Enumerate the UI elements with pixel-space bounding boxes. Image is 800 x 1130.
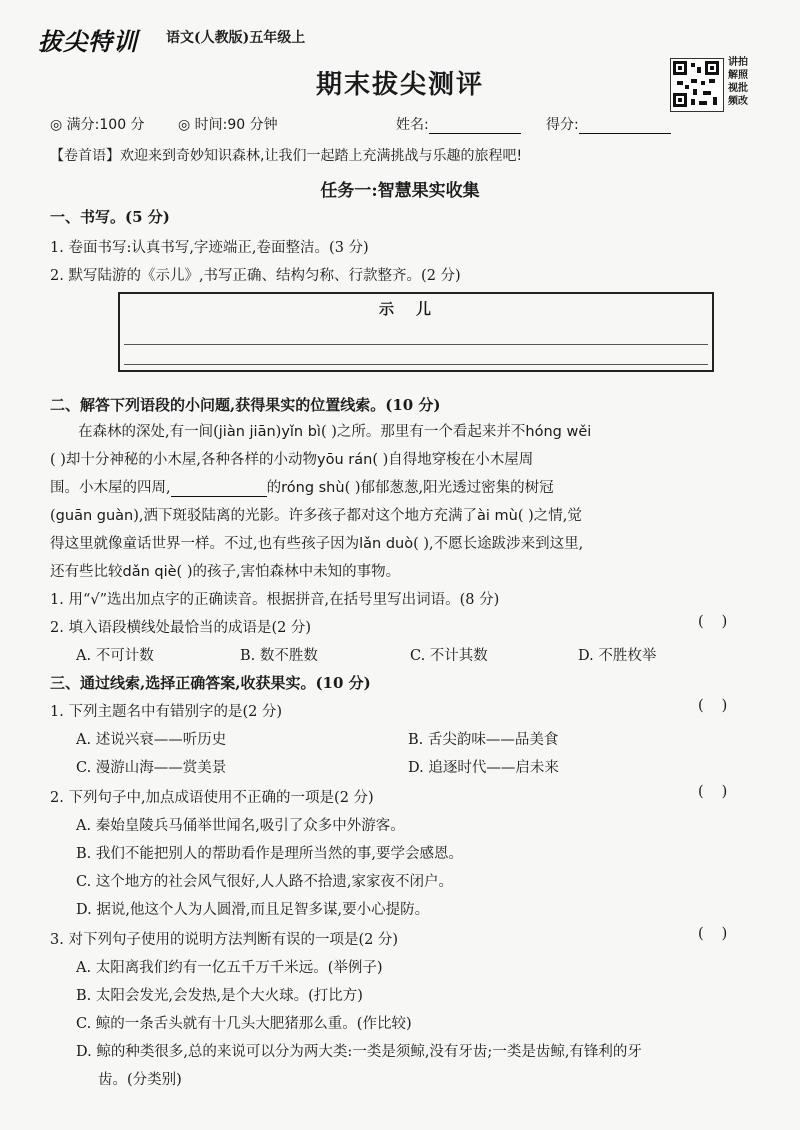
subject-label: 语文(人教版)五年级上 [166,30,306,46]
name-field[interactable] [396,114,521,134]
option[interactable]: B. 数不胜数 [240,648,318,664]
poem-title: 示儿 [378,300,453,318]
passage-line-6: 还有些比较dǎn qiè( )的孩子,害怕森林中未知的事物。 [50,564,401,580]
section3-q2: 2. 下列句子中,加点成语使用不正确的一项是(2 分) [50,790,374,806]
score-field[interactable] [546,114,671,134]
option[interactable]: A. 秦始皇陵兵马俑举世闻名,吸引了众多中外游客。 [76,818,405,834]
passage-line-2: ( )却十分神秘的小木屋,各种各样的小动物yōu rán( )自得地穿梭在小木屋周 [50,452,534,468]
writing-line [124,364,708,365]
option[interactable]: C. 漫游山海——赏美景 [76,760,227,776]
brand-logo: 拔尖特训 [38,28,138,56]
task-title: 任务一:智慧果实收集 [320,181,480,201]
idiom-blank[interactable] [171,480,267,497]
option[interactable]: C. 这个地方的社会风气很好,人人路不拾遗,家家夜不闭户。 [76,874,454,890]
section3-heading: 三、通过线索,选择正确答案,收获果实。(10 分) [50,674,371,692]
section3-q1: 1. 下列主题名中有错别字的是(2 分) [50,704,283,720]
option[interactable]: D. 追逐时代——启未来 [408,760,559,776]
option[interactable]: B. 我们不能把别人的帮助看作是理所当然的事,要学会感恩。 [76,846,463,862]
passage-line-5: 得这里就像童话世界一样。不过,也有些孩子因为lǎn duò( ),不愿长途跋涉来到这里, [50,536,584,552]
option-continuation: 齿。(分类别) [98,1072,182,1088]
page-title: 期末拔尖测评 [315,70,484,100]
option[interactable]: A. 不可计数 [76,648,154,664]
full-score: ◎ 满分:100 分 [50,117,145,133]
section1-q1: 1. 卷面书写:认真书写,字迹端正,卷面整洁。(3 分) [50,240,369,256]
answer-paren[interactable]: () [698,926,746,942]
option[interactable]: B. 太阳会发光,会发热,是个大火球。(打比方) [76,988,363,1004]
section3-q3: 3. 对下列句子使用的说明方法判断有误的一项是(2 分) [50,932,399,948]
section1-q2: 2. 默写陆游的《示儿》,书写正确、结构匀称、行款整齐。(2 分) [50,268,461,284]
section2-q2: 2. 填入语段横线处最恰当的成语是(2 分) [50,620,312,636]
answer-paren[interactable]: () [698,614,746,630]
passage-line-4: (guān guàn),洒下斑驳陆离的光影。许多孩子都对这个地方充满了ài mù( )之情,觉 [50,508,582,524]
intro-text: 【卷首语】欢迎来到奇妙知识森林,让我们一起踏上充满挑战与乐趣的旅程吧! [50,148,523,164]
passage-line-1: 在森林的深处,有一间(jiàn jiān)yǐn bì( )之所。那里有一个看起来并不hóng wěi [78,424,592,440]
writing-line [124,344,708,345]
option[interactable]: D. 不胜枚举 [578,648,657,664]
time-limit: ◎ 时间:90 分钟 [178,117,278,133]
option[interactable]: B. 舌尖韵味——品美食 [408,732,559,748]
passage-line-3: 围。小木屋的四周, 的róng shù( )郁郁葱葱,阳光透过密集的树冠 [50,480,554,496]
name-blank[interactable] [429,117,521,134]
section2-q1: 1. 用“√”选出加点字的正确读音。根据拼音,在括号里写出词语。(8 分) [50,592,500,608]
section1-heading: 一、书写。(5 分) [50,208,170,226]
option[interactable]: D. 据说,他这个人为人圆滑,而且足智多谋,要小心提防。 [76,902,430,918]
section2-heading: 二、解答下列语段的小问题,获得果实的位置线索。(10 分) [50,396,441,414]
option[interactable]: A. 太阳离我们约有一亿五千万千米远。(举例子) [76,960,383,976]
answer-paren[interactable]: () [698,784,746,800]
score-blank[interactable] [579,117,671,134]
option[interactable]: C. 不计其数 [410,648,488,664]
option[interactable]: D. 鲸的种类很多,总的来说可以分为两大类:一类是须鲸,没有牙齿;一类是齿鲸,有锋利的牙 [76,1044,642,1060]
score-label: 得分: [546,117,579,133]
answer-paren[interactable]: () [698,698,746,714]
qr-caption: 讲拍解照视批频改 [728,57,748,107]
name-label: 姓名: [396,117,429,133]
option[interactable]: A. 述说兴衰——听历史 [76,732,227,748]
qr-code-icon[interactable] [670,58,724,112]
option[interactable]: C. 鲸的一条舌头就有十几头大肥猪那么重。(作比较) [76,1016,412,1032]
